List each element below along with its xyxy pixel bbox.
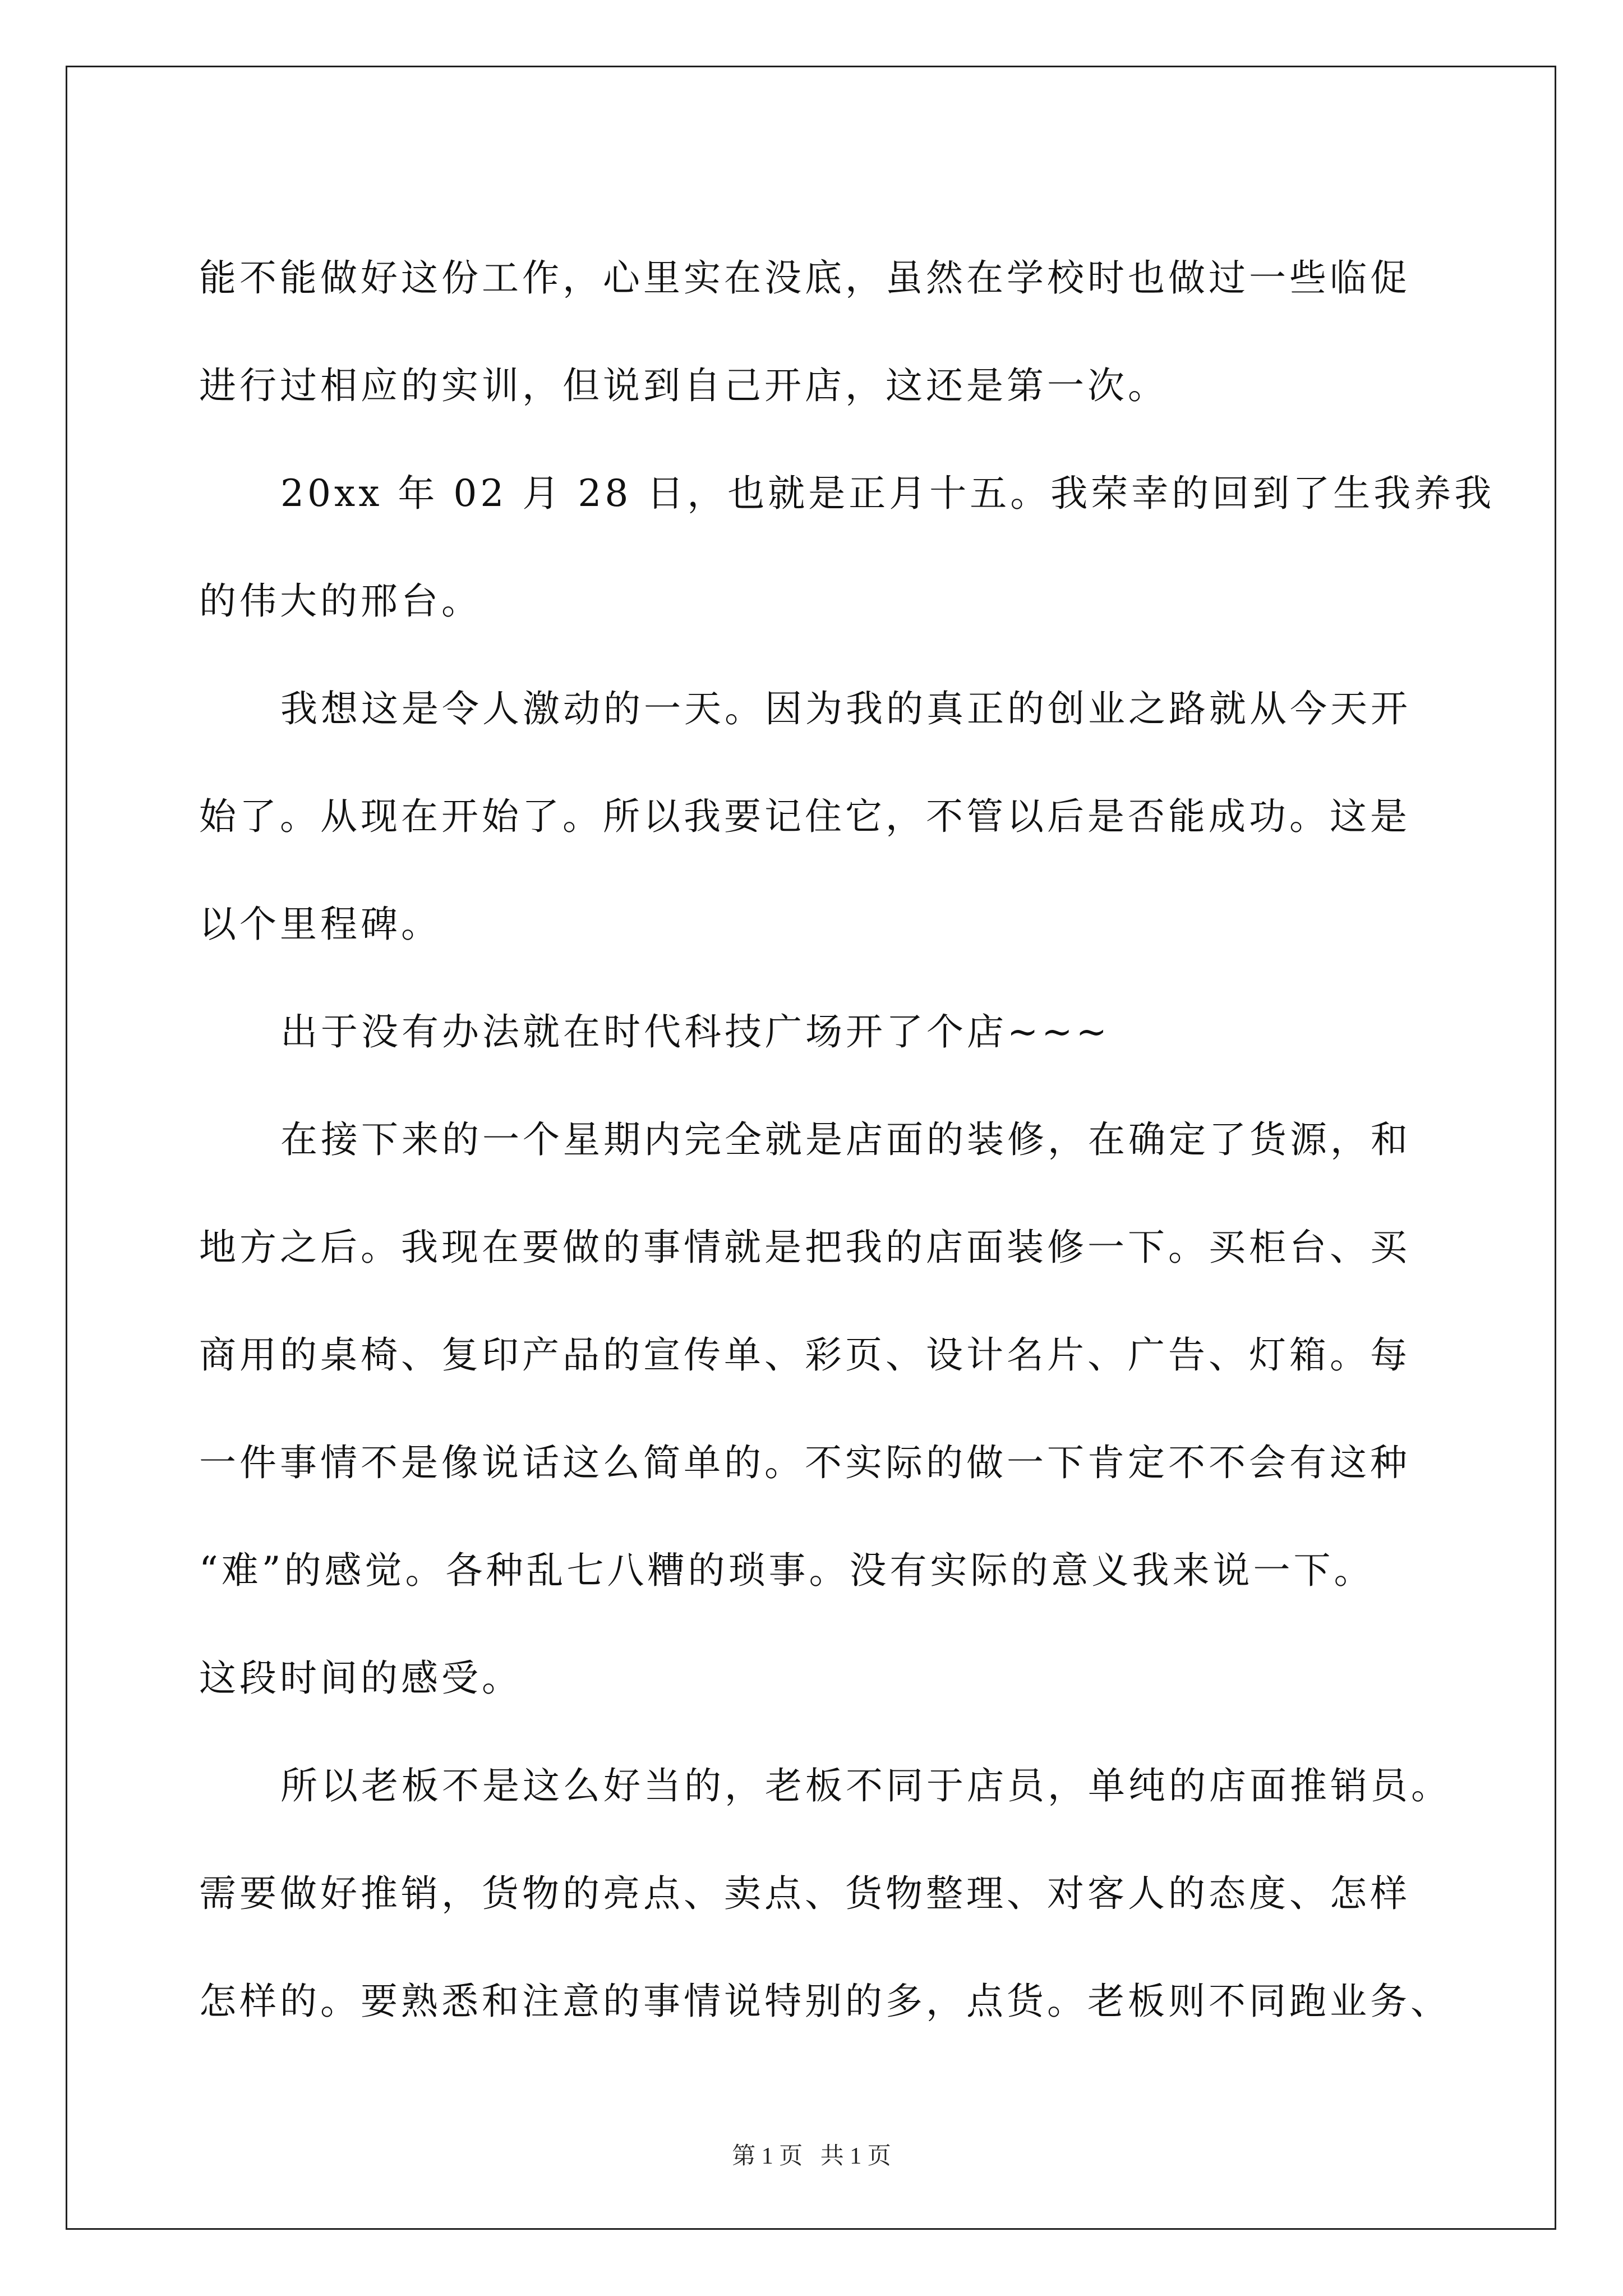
text-line: 20xx 年 02 月 28 日，也就是正月十五。我荣幸的回到了生我养我 <box>280 472 1495 515</box>
text-line: 的伟大的邢台。 <box>199 579 482 623</box>
text-line: 能不能做好这份工作，心里实在没底，虽然在学校时也做过一些临促 <box>199 256 1410 300</box>
text-line: 出于没有办法就在时代科技广场开了个店~~~ <box>280 1010 1110 1053</box>
text-line: 在接下来的一个星期内完全就是店面的装修，在确定了货源，和 <box>280 1118 1411 1161</box>
document-body <box>199 224 1495 2055</box>
text-line: 一件事情不是像说话这么简单的。不实际的做一下肯定不不会有这种 <box>199 1441 1410 1484</box>
text-line: “难”的感觉。各种乱七八糟的琐事。没有实际的意义我来说一下。 <box>199 1549 1375 1592</box>
text-line: 以个里程碑。 <box>199 903 441 946</box>
text-line: 进行过相应的实训，但说到自己开店，这还是第一次。 <box>199 364 1168 407</box>
text-line: 怎样的。要熟悉和注意的事情说特别的多，点货。老板则不同跑业务、 <box>199 1980 1451 2023</box>
text-line: 所以老板不是这么好当的，老板不同于店员，单纯的店面推销员。 <box>280 1764 1451 1807</box>
text-line: 我想这是令人激动的一天。因为我的真正的创业之路就从今天开 <box>280 687 1411 730</box>
text-line: 始了。从现在开始了。所以我要记住它，不管以后是否能成功。这是 <box>199 795 1410 838</box>
page-footer: 第 1 页 共 1 页 <box>732 2143 891 2169</box>
text-line: 这段时间的感受。 <box>199 1657 522 1700</box>
text-line: 地方之后。我现在要做的事情就是把我的店面装修一下。买柜台、买 <box>199 1226 1410 1269</box>
text-line: 需要做好推销，货物的亮点、卖点、货物整理、对客人的态度、怎样 <box>199 1872 1410 1915</box>
text-line: 商用的桌椅、复印产品的宣传单、彩页、设计名片、广告、灯箱。每 <box>199 1333 1410 1377</box>
